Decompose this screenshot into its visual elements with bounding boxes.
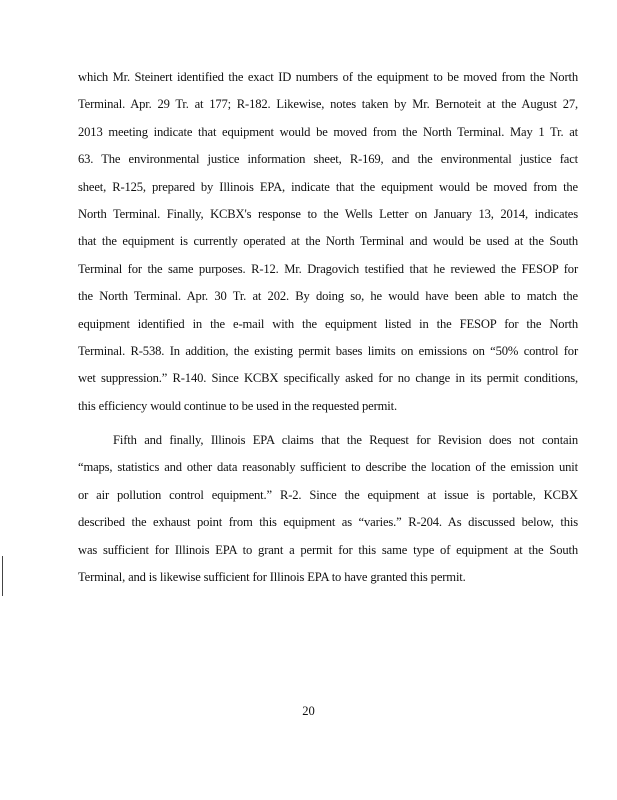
paragraph-1: [78, 64, 578, 420]
text-line: wet suppression.” R-140. Since KCBX specifically asked for no change in its permit conditions,: [78, 371, 578, 386]
text-line: described the exhaust point from this equipment as “varies.” R-204. As discussed below, this: [78, 515, 578, 530]
text-line: equipment identified in the e-mail with the equipment listed in the FESOP for the North: [78, 316, 578, 331]
text-line: Terminal. Apr. 29 Tr. at 177; R-182. Likewise, notes taken by Mr. Bernoteit at the August 27,: [78, 97, 578, 112]
text-line: 63. The environmental justice information sheet, R-169, and the environmental justice fact: [78, 152, 578, 167]
text-line: this efficiency would continue to be used in the requested permit.: [78, 398, 397, 413]
text-line: North Terminal. Finally, KCBX's response to the Wells Letter on January 13, 2014, indicates: [78, 206, 578, 221]
text-line: sheet, R-125, prepared by Illinois EPA, indicate that the equipment would be moved from the: [78, 179, 578, 194]
text-line: Terminal for the same purposes. R-12. Mr. Dragovich testified that he reviewed the FESOP for: [78, 261, 578, 276]
text-line: “maps, statistics and other data reasonably sufficient to describe the location of the emission unit: [78, 460, 578, 475]
text-line: was sufficient for Illinois EPA to grant a permit for this same type of equipment at the South: [78, 542, 578, 557]
text-line: Fifth and finally, Illinois EPA claims that the Request for Revision does not contain: [113, 433, 578, 447]
text-line: Terminal, and is likewise sufficient for Illinois EPA to have granted this permit.: [78, 569, 466, 584]
text-line: Terminal. R-538. In addition, the existing permit bases limits on emissions on “50% control for: [78, 343, 578, 358]
text-line: which Mr. Steinert identified the exact ID numbers of the equipment to be moved from the North: [78, 70, 578, 84]
text-line: that the equipment is currently operated at the North Terminal and would be used at the South: [78, 234, 578, 249]
text-line: 2013 meeting indicate that equipment would be moved from the North Terminal. May 1 Tr. at: [78, 124, 578, 139]
paragraph-2: [78, 427, 578, 591]
text-line: the North Terminal. Apr. 30 Tr. at 202. By doing so, he would have been able to match the: [78, 289, 578, 304]
scan-edge-mark: [2, 556, 3, 596]
page-number: 20: [302, 704, 315, 718]
text-line: or air pollution control equipment.” R-2. Since the equipment at issue is portable, KCBX: [78, 487, 578, 502]
